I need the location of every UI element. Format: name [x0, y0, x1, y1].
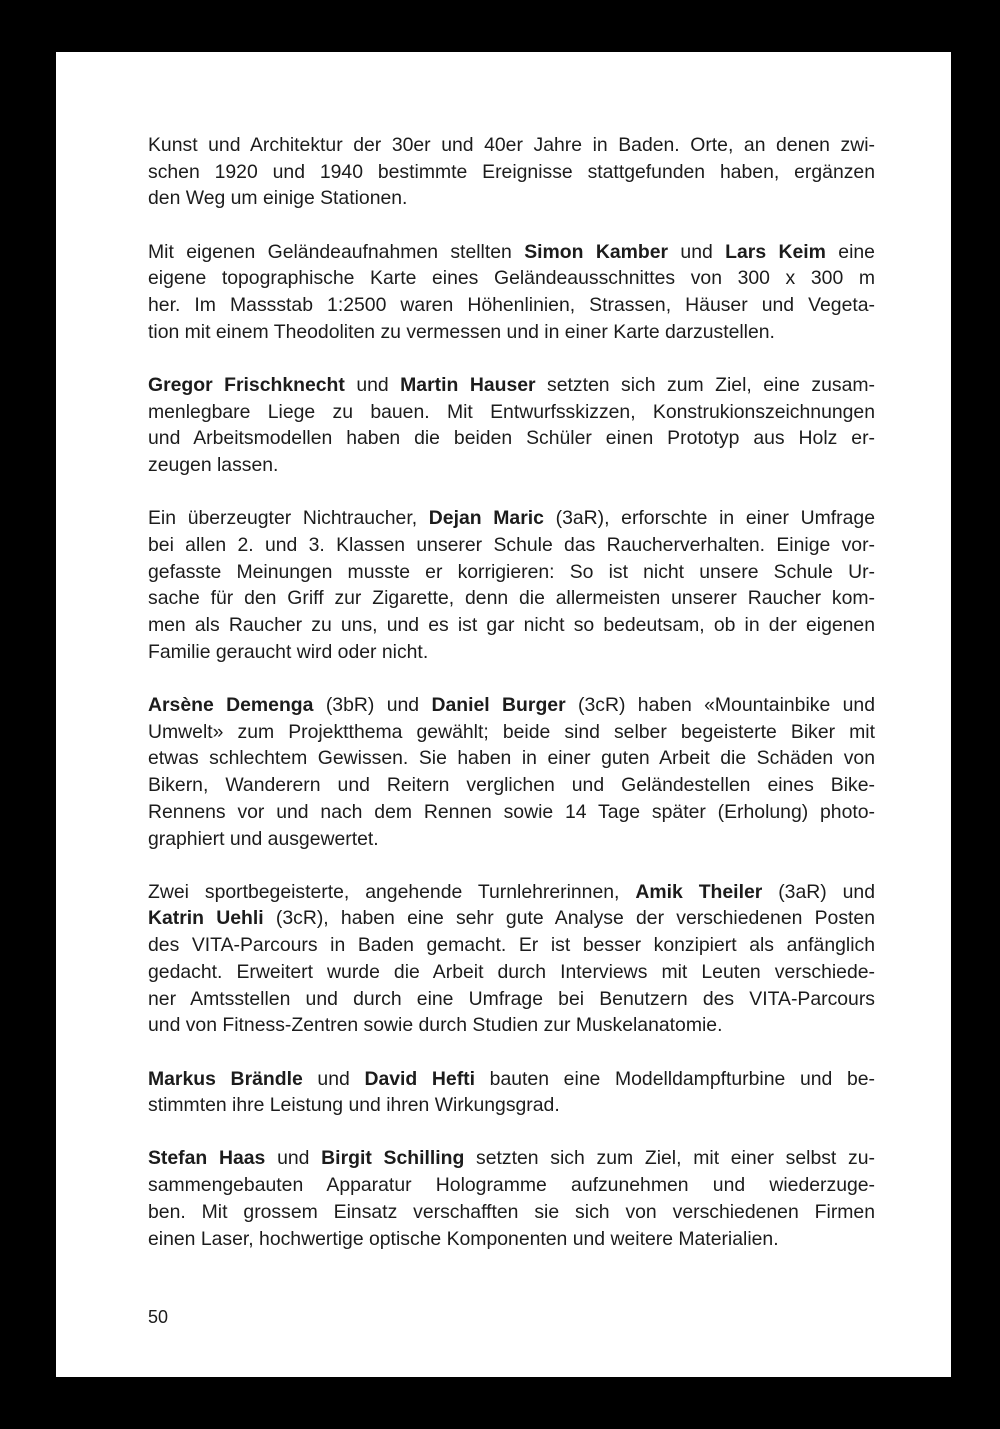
person-name: Amik Theiler — [635, 880, 763, 903]
text-segment: Umwelt» zum Projektthema gewählt; beide sind selber begeisterte Biker mit — [148, 720, 875, 743]
text-segment: einen Laser, hochwertige optische Komponenten und weitere Materialien. — [148, 1227, 779, 1250]
text-line — [148, 372, 875, 399]
text-segment: Rennens vor und nach dem Rennen sowie 14 Tage später (Erholung) photo- — [148, 800, 875, 823]
person-name: David Hefti — [364, 1067, 476, 1090]
text-segment: eine — [825, 240, 875, 263]
text-segment: sammengebauten Apparatur Hologramme aufzunehmen und wiederzuge- — [148, 1174, 875, 1197]
text-segment: (3aR) und — [762, 880, 875, 903]
text-segment: gefasste Meinungen musste er korrigieren: So ist nicht unsere Schule Ur- — [148, 560, 875, 583]
text-segment: und — [302, 1067, 365, 1090]
text-line — [148, 399, 875, 426]
text-line — [148, 986, 875, 1013]
text-line — [148, 452, 875, 479]
text-line — [148, 905, 875, 932]
text-line — [148, 319, 875, 346]
paragraph — [148, 239, 875, 346]
document-page — [56, 52, 951, 1377]
text-segment: ben. Mit grossem Einsatz verschafften sie sich von verschiedenen Firmen — [148, 1200, 875, 1223]
text-line — [148, 239, 875, 266]
person-name: Stefan Haas — [148, 1147, 266, 1170]
text-line — [148, 772, 875, 799]
text-line — [148, 532, 875, 559]
person-name: Dejan Maric — [428, 507, 544, 530]
text-line — [148, 826, 875, 853]
text-line — [148, 505, 875, 532]
text-line — [148, 132, 875, 159]
text-line — [148, 159, 875, 186]
paragraph — [148, 372, 875, 479]
text-line — [148, 425, 875, 452]
paragraph — [148, 132, 875, 212]
text-line — [148, 292, 875, 319]
text-segment: und — [668, 240, 726, 263]
text-segment: (3aR), erforschte in einer Umfrage — [543, 507, 875, 530]
text-line — [148, 1012, 875, 1039]
text-segment: sache für den Griff zur Zigarette, denn die allermeisten unserer Raucher kom- — [148, 587, 875, 610]
person-name: Simon Kamber — [524, 240, 669, 263]
text-line — [148, 799, 875, 826]
text-segment: tion mit einem Theodoliten zu vermessen und in einer Karte darzustellen. — [148, 320, 775, 343]
text-line — [148, 1199, 875, 1226]
text-segment: graphiert und ausgewertet. — [148, 827, 379, 850]
text-segment: des VITA-Parcours in Baden gemacht. Er ist besser konzipiert als anfänglich — [148, 934, 875, 957]
text-segment: menlegbare Liege zu bauen. Mit Entwurfsskizzen, Konstrukionszeichnungen — [148, 400, 875, 423]
text-line — [148, 692, 875, 719]
text-line — [148, 745, 875, 772]
text-line — [148, 1145, 875, 1172]
text-segment: bauten eine Modelldampfturbine und be- — [475, 1067, 875, 1090]
text-segment: men als Raucher zu uns, und es ist gar nicht so bedeutsam, ob in der eigenen — [148, 614, 875, 637]
text-segment: (3cR), haben eine sehr gute Analyse der verschiedenen Posten — [263, 907, 875, 930]
paragraph — [148, 1145, 875, 1252]
text-line — [148, 932, 875, 959]
paragraph — [148, 505, 875, 665]
person-name: Martin Hauser — [400, 374, 536, 396]
text-segment: und — [265, 1147, 322, 1170]
text-line — [148, 879, 875, 906]
paragraph — [148, 692, 875, 852]
person-name: Gregor Frischknecht — [148, 374, 345, 396]
text-segment: schen 1920 und 1940 bestimmte Ereignisse stattgefunden haben, ergänzen — [148, 160, 875, 183]
person-name: Markus Brändle — [148, 1067, 303, 1090]
text-segment: ner Amtsstellen und durch eine Umfrage bei Benutzern des VITA-Parcours — [148, 987, 875, 1010]
text-line — [148, 585, 875, 612]
text-line — [148, 959, 875, 986]
person-name: Lars Keim — [725, 240, 826, 263]
text-segment: (3bR) und — [313, 694, 432, 717]
text-segment: etwas schlechtem Gewissen. Sie haben in einer guten Arbeit die Schäden von — [148, 747, 875, 770]
text-segment: Kunst und Architektur der 30er und 40er Jahre in Baden. Orte, an denen zwi- — [148, 134, 875, 156]
text-segment: stimmten ihre Leistung und ihren Wirkungsgrad. — [148, 1094, 560, 1117]
person-name: Katrin Uehli — [148, 907, 264, 930]
person-name: Daniel Burger — [431, 694, 566, 717]
text-segment: und von Fitness-Zentren sowie durch Studien zur Muskelanatomie. — [148, 1014, 723, 1037]
person-name: Arsène Demenga — [148, 694, 314, 717]
text-line — [148, 1092, 875, 1119]
text-segment: setzten sich zum Ziel, mit einer selbst zu- — [464, 1147, 875, 1170]
text-segment: Zwei sportbegeisterte, angehende Turnlehrerinnen, — [148, 880, 636, 903]
text-line — [148, 559, 875, 586]
text-line — [148, 1066, 875, 1093]
text-line — [148, 265, 875, 292]
text-segment: und — [344, 374, 401, 396]
person-name: Birgit Schilling — [321, 1147, 465, 1170]
text-segment: setzten sich zum Ziel, eine zusam- — [535, 374, 875, 396]
text-segment: bei allen 2. und 3. Klassen unserer Schule das Raucherverhalten. Einige vor- — [148, 534, 875, 557]
text-segment: eigene topographische Karte eines Geländeausschnittes von 300 x 300 m — [148, 267, 875, 290]
paragraph — [148, 879, 875, 1039]
text-segment: Mit eigenen Geländeaufnahmen stellten — [148, 240, 525, 263]
text-segment: und Arbeitsmodellen haben die beiden Schüler einen Prototyp aus Holz er- — [148, 427, 875, 450]
text-segment: gedacht. Erweitert wurde die Arbeit durch Interviews mit Leuten verschiede- — [148, 960, 875, 983]
text-segment: (3cR) haben «Mountainbike und — [565, 694, 875, 717]
body-text — [148, 132, 875, 1252]
text-segment: den Weg um einige Stationen. — [148, 187, 408, 210]
paragraph — [148, 1066, 875, 1119]
text-segment: her. Im Massstab 1:2500 waren Höhenlinien, Strassen, Häuser und Vegeta- — [148, 294, 875, 317]
page-number: 50 — [148, 1307, 169, 1327]
text-line — [148, 1172, 875, 1199]
text-segment: Bikern, Wanderern und Reitern verglichen und Geländestellen eines Bike- — [148, 774, 875, 797]
text-line — [148, 612, 875, 639]
text-line — [148, 719, 875, 746]
text-line — [148, 639, 875, 666]
text-segment: zeugen lassen. — [148, 454, 279, 477]
text-line — [148, 185, 875, 212]
text-line — [148, 1226, 875, 1253]
text-segment: Ein überzeugter Nichtraucher, — [148, 507, 429, 530]
text-segment: Familie geraucht wird oder nicht. — [148, 640, 429, 663]
